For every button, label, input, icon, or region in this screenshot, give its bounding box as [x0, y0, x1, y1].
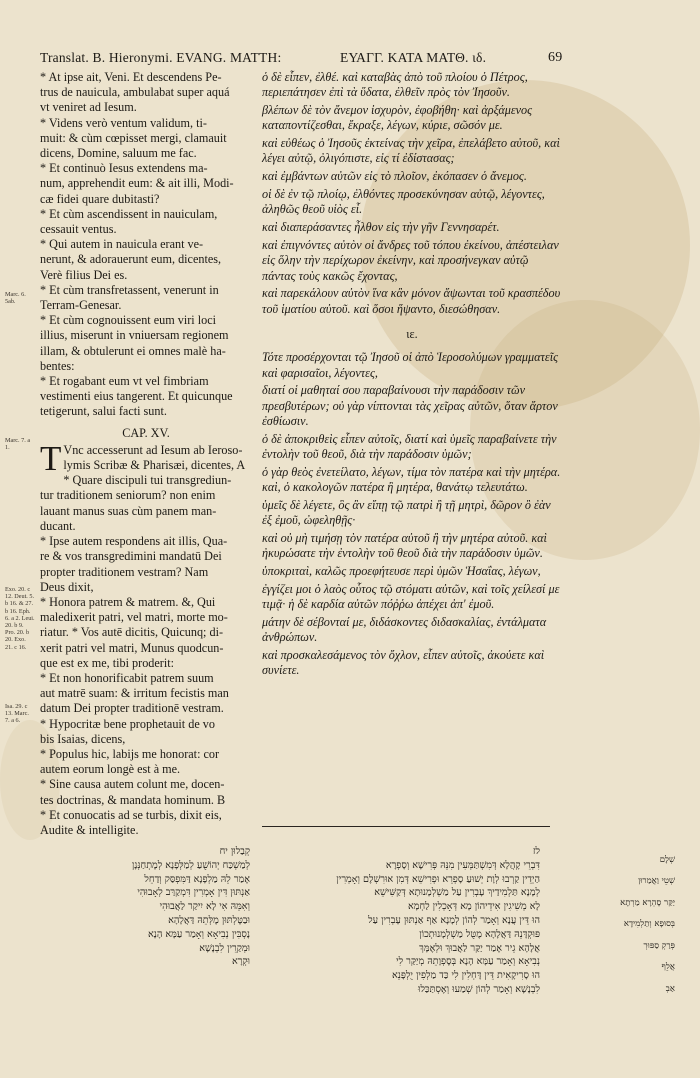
aramaic-line: נָסְבִּין נְבִיאָא וְאָמַר עַמָּא הָנָא: [147, 928, 250, 940]
latin-line: propter traditionem vestram? Nam: [40, 564, 209, 579]
aramaic-note: פְּרַקְ סַפּוּרְ: [643, 940, 675, 951]
latin-line: riatur. * Vos autē dicitis, Quicunq; di-: [40, 625, 224, 640]
aramaic-line: הוּ דֵּין עֲנָא וְאָמַר לְהוֹן לְמָנָא אַף אַנְתּוּן עָבְרִין עַל: [368, 914, 540, 926]
latin-line: * Et conuocatis ad se turbis, dixit eis,: [40, 807, 222, 822]
running-head-latin: Translat. B. Hieronymi. EVANG. MATTH:: [40, 50, 282, 65]
latin-line: datum Dei propter traditionē vestram.: [40, 701, 224, 716]
aramaic-line: לְמָנָא תַּלְמִידַיךְ עָבְרִין עַל מַשְׁלְמָנוּתָא דְּקַשִּׁישֵׁא: [374, 887, 540, 899]
latin-line: num, apprehendit eum: & ait illi, Modi-: [40, 176, 234, 191]
latin-line: tes doctrinas, & mandata hominum. B: [40, 792, 226, 807]
latin-line: Deus dixit,: [40, 579, 94, 594]
margin-note: Isa. 29. c 13. Marc. 7. a 6.: [5, 703, 29, 725]
latin-line: illam, & obtulerunt ei omnes malè ha-: [40, 343, 226, 358]
latin-line: * Et continuò Iesus extendens ma-: [40, 161, 208, 176]
latin-line: bis Isaias, dicens,: [40, 731, 126, 746]
aramaic-note: יַקַּר סָהְרָא מַרְתָא: [620, 897, 675, 908]
aramaic-notes-column: [555, 845, 675, 1004]
greek-verse: καὶ ἐμβάντων αὐτῶν εἰς τὸ πλοῖον, ἐκόπασεν ὁ ἄνεμος.: [262, 169, 527, 184]
latin-line: trus de nauicula, ambulabat super aquá: [40, 85, 230, 100]
latin-line: cæ fidei quare dubitasti?: [40, 191, 160, 206]
latin-line: * Qui autem in nauicula erant ve-: [40, 237, 204, 252]
latin-line: lauant manus suas cùm panem man-: [40, 503, 217, 518]
latin-line: * Et rogabant eum vt vel fimbriam: [40, 374, 209, 389]
chapter-heading-latin: CAP. XV.: [122, 425, 170, 440]
aramaic-line: אֶמַר לֵהּ מַלְפָנָא דַּמִּפְסַּק וְדַחֵל: [144, 873, 250, 885]
latin-line: vestimenti eius tangerent. Et quicunque: [40, 389, 233, 404]
latin-line: vt veniret ad Iesum.: [40, 100, 137, 115]
aramaic-note: שְׁלָם: [659, 854, 675, 865]
aramaic-main-column: [255, 845, 540, 997]
latin-line: aut matrē suam: & irritum fecistis man: [40, 686, 229, 701]
chapter-heading-greek: ιε.: [406, 326, 418, 341]
latin-line: * Et cùm ascendissent in nauiculam,: [40, 206, 218, 221]
latin-line: * At ipse ait, Veni. Et descendens Pe-: [40, 70, 222, 84]
greek-verse: καὶ διαπεράσαντες ἦλθον εἰς τὴν γῆν Γεννησαρέτ.: [262, 220, 500, 235]
margin-note: Marc. 6. 5ab.: [5, 291, 26, 306]
greek-verse: ὑμεῖς δὲ λέγετε, ὃς ἂν εἴπῃ τῷ πατρὶ ἢ τῇ μητρὶ, δῶρον ὃ ἐὰν ἐξ ἐμοῦ, ὠφεληθῇς·: [262, 497, 551, 528]
greek-verse: καὶ οὐ μὴ τιμήσῃ τὸν πατέρα αὐτοῦ ἢ τὴν μητέρα αὐτοῦ. καὶ ἠκυρώσατε τὴν ἐντολὴν τοῦ θεοῦ διὰ τὴν παράδοσιν ὑμῶν.: [262, 531, 547, 561]
latin-line: * Videns verò ventum validum, ti-: [40, 115, 207, 130]
latin-column: [40, 70, 252, 838]
page-number: 69: [548, 50, 563, 65]
section-divider: [262, 826, 550, 827]
latin-line: * Et cùm transfretassent, venerunt in: [40, 282, 219, 297]
latin-line: dicens, Domine, saluum me fac.: [40, 146, 197, 161]
latin-line: maledixerit patri, vel matri, morte mo-: [40, 610, 228, 625]
greek-verse: ὁ γὰρ θεὸς ἐνετείλατο, λέγων, τίμα τὸν πατέρα καὶ τὴν μητέρα. καὶ, ὁ κακολογῶν πατέρα ἢ μητέρα, θανάτῳ τελευτάτω.: [262, 464, 561, 495]
aramaic-line: וּמְקַרֵין לִבְנָשָׁא: [199, 942, 250, 954]
latin-line: cessauit ventus.: [40, 222, 117, 237]
latin-line: re & vos transgredimini mandatū Dei: [40, 549, 222, 564]
latin-line: * Et non honorificabit patrem suum: [40, 670, 214, 685]
aramaic-note: אַבְ: [665, 983, 675, 994]
aramaic-line: וְאִמֵּהּ אִי לָא יִיקַר לַאֲבוּהִי: [159, 901, 250, 913]
latin-line: * Honora patrem & matrem. &, Qui: [40, 594, 216, 609]
latin-line: xerit patri vel matri, Munus quodcun-: [40, 640, 224, 655]
greek-column: [262, 70, 562, 681]
latin-line: muit: & cùm cœpisset mergi, clamauit: [40, 130, 227, 145]
latin-line: illius, miserunt in vniuersam regionem: [40, 328, 229, 343]
aramaic-marker: קְבַלוּן יח: [219, 846, 250, 857]
aramaic-line: אַנְתּוּן דִּין אָמְרִין דִּמְקַרַּב לְאָבוּהִי: [137, 887, 250, 899]
latin-line: Terram-Genesar.: [40, 298, 122, 313]
running-head-greek: ΕΥΑΓΓ. ΚΑΤΑ ΜΑΤΘ. ιδ.: [340, 50, 487, 65]
aramaic-note: שְׁטֵי וַאֲמַרוּן: [638, 876, 675, 886]
latin-line: * Hypocritæ bene prophetauit de vo: [40, 716, 215, 731]
aramaic-line: דִּבְרֵי קָהֲלָא דְּמִשְׁתַּמְּעִין מִנֵּהּ פְּרִישָׁא וְסָפְרָא: [385, 859, 540, 871]
latin-line: nerunt, & adorauerunt eum, dicentes,: [40, 252, 222, 267]
drop-cap: T: [40, 438, 62, 478]
aramaic-line: וּבַטֶּלְתּוּן מֶלְּתֵהּ דַּאֲלָהָא: [168, 914, 250, 926]
latin-line: * Et cùm cognouissent eum viri loci: [40, 313, 217, 328]
latin-line: * Sine causa autem colunt me, docen-: [40, 777, 225, 792]
greek-verse: ὑποκριταὶ, καλῶς προεφήτευσε περὶ ὑμῶν Ἡσαΐας, λέγων,: [262, 564, 541, 579]
aramaic-line: הַיְדֵין קַרְבוּ לְוָת יְשׁוּעַ סָפְרֵא וּפְרִישֵׁא דְּמִן אוּרִשְׁלֶם וְאָמְרִין: [336, 873, 540, 885]
greek-verse: καὶ προσκαλεσάμενος τὸν ὄχλον, εἶπεν αὐτοῖς, ἀκούετε καὶ συνίετε.: [262, 648, 545, 678]
aramaic-marker: לז: [532, 846, 540, 857]
latin-line: Audite & intelligite.: [40, 822, 139, 837]
aramaic-left-column: [40, 845, 250, 969]
aramaic-note: בְּסוּפָא וְתַלְמִידָא: [623, 919, 675, 929]
greek-verse: καὶ εὐθέως ὁ Ἰησοῦς ἐκτείνας τὴν χεῖρα, ἐπελάβετο αὐτοῦ, καὶ λέγει αὐτῷ, ὀλιγόπιστε, εἰς τί ἐδίστασας;: [262, 136, 560, 166]
aramaic-note: אֲלֵף: [661, 962, 675, 972]
latin-line: lymis Scribæ & Pharisæi, dicentes, A: [63, 458, 246, 473]
aramaic-line: הוּ סָרִיקָאִית דֵּין דָּחְלִין לִי כַּד מַלְפִין יֻלְפָּנֵא: [392, 970, 540, 982]
greek-verse: καὶ παρεκάλουν αὐτὸν ἵνα κἂν μόνον ἅψωνται τοῦ κρασπέδου τοῦ ἱματίου αὐτοῦ. καὶ ὅσοι ἥψαντο, διεσώθησαν.: [262, 286, 561, 316]
aramaic-line: לְמַשְׁכַּח יְהוֹשֻׁעַ לְמַלְּפָנָא לְמֶתְחַנְּנָן: [131, 859, 250, 871]
greek-verse: καὶ ἐπιγνόντες αὐτὸν οἱ ἄνδρες τοῦ τόπου ἐκείνου, ἀπέστειλαν εἰς ὅλην τὴν περίχωρον ἐκείνην, καὶ προσήνεγκαν αὐτῷ πάντας τοὺς κακῶς ἔχοντας,: [262, 237, 559, 283]
aramaic-line: לִבְנָשָׁא וְאָמַר לְהוֹן שְׁמַעוּ וְאֶסְתַּכַּלוּ: [417, 983, 540, 995]
latin-line: * Populus hic, labijs me honorat: cor: [40, 746, 220, 761]
margin-note: Marc. 7. a 1.: [5, 437, 31, 452]
latin-line: autem eorum longè est à me.: [40, 762, 181, 777]
latin-line: * Ipse autem respondens ait illis, Qua-: [40, 534, 228, 549]
aramaic-line: נְבִיאָא וְאָמַר עַמָּא הָנָא בְּסֶפְוָתֵהּ מְיַקַּר לִי: [396, 956, 540, 968]
greek-verse: ὁ δὲ ἀποκριθεὶς εἶπεν αὐτοῖς, διατί καὶ ὑμεῖς παραβαίνετε τὴν ἐντολὴν τοῦ θεοῦ, διὰ τὴν παράδοσιν ὑμῶν;: [262, 431, 557, 462]
greek-verse: διατί οἱ μαθηταί σου παραβαίνουσι τὴν παράδοσιν τῶν πρεσβυτέρων; οὐ γὰρ νίπτονται τὰς χεῖρας αὐτῶν, ὅταν ἄρτον ἐσθίωσιν.: [262, 383, 558, 428]
greek-verse: βλέπων δὲ τὸν ἄνεμον ἰσχυρὸν, ἐφοβήθη· καὶ ἀρξάμενος καταποντίζεσθαι, ἔκραξε, λέγων, κύριε, σῶσόν με.: [262, 103, 533, 133]
latin-line: que est ex me, tibi proderit:: [40, 655, 175, 670]
latin-line: * Quare discipuli tui transgrediun-: [63, 473, 232, 488]
aramaic-line: וּקְרָא: [231, 956, 250, 968]
greek-verse: ἐγγίζει μοι ὁ λαὸς οὗτος τῷ στόματι αὐτῶν, καὶ τοῖς χείλεσί με τιμᾷ· ἡ δὲ καρδία αὐτῶν πόῤῥω ἀπέχει ἀπ' ἐμοῦ.: [262, 581, 560, 612]
latin-line: tur traditionem seniorum? non enim: [40, 488, 216, 503]
greek-verse: Τότε προσέρχονται τῷ Ἰησοῦ οἱ ἀπὸ Ἱεροσολύμων γραμματεῖς καὶ φαρισαῖοι, λέγοντες,: [262, 350, 559, 380]
latin-line: Verè filius Dei es.: [40, 267, 128, 282]
latin-line: tetigerunt, salui facti sunt.: [40, 404, 167, 419]
aramaic-line: לָא מְשִׁיגִין אִידֵיהוֹן מָא דְּאָכְלִין לַחְמָא: [408, 901, 540, 913]
margin-note: Exo. 20. c 12. Deut. 5. b 16. & 27. b 16. Eph. 6. a 2. Leui. 20. b 9. Pro. 20. b 20. Exo. 21. c 16.: [5, 586, 35, 651]
aramaic-line: אֲלָהָא גֵיר אֶמַר יַקַּר לַאֲבוּךְ וּלְאֶמָּךְ: [419, 942, 540, 954]
greek-verse: ὁ δὲ εἶπεν, ἐλθέ. καὶ καταβὰς ἀπὸ τοῦ πλοίου ὁ Πέτρος, περιεπάτησεν ἐπὶ τὰ ὕδατα, ἐλθεῖν πρὸς τὸν Ἰησοῦν.: [262, 70, 528, 100]
aramaic-line: פּוּקְדָּנֵהּ דַּאֲלָהָא מֶטֻּל מַשְׁלְמָנוּתְכוֹן: [419, 928, 540, 940]
latin-line: ducant.: [40, 518, 76, 533]
greek-verse: οἱ δὲ ἐν τῷ πλοίῳ, ἐλθόντες προσεκύνησαν αὐτῷ, λέγοντες, ἀληθῶς θεοῦ υἱὸς εἶ.: [262, 187, 545, 217]
latin-line: bentes:: [40, 358, 75, 373]
latin-line: Vnc accesserunt ad Iesum ab Ieroso-: [63, 442, 243, 457]
greek-verse: μάτην δὲ σέβονταί με, διδάσκοντες διδασκαλίας, ἐντάλματα ἀνθρώπων.: [262, 615, 547, 645]
